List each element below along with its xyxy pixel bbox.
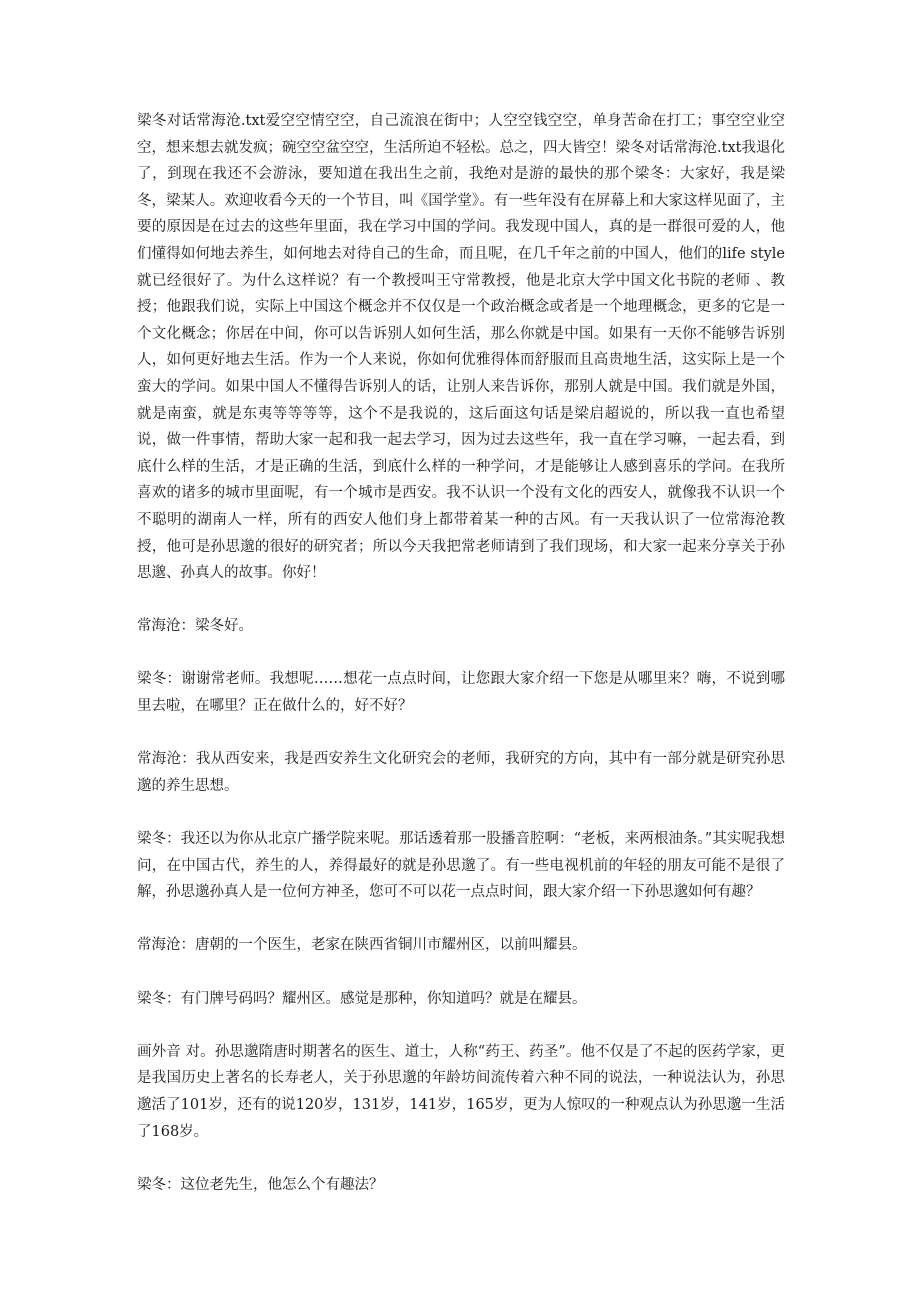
document-body — [137, 108, 785, 1225]
paragraph-dialogue: 常海沧：我从西安来，我是西安养生文化研究会的老师，我研究的方向，其中有一部分就是研究孙思邈的养生思想。 — [137, 751, 785, 794]
paragraph-dialogue: 常海沧：唐朝的一个医生，老家在陕西省铜川市耀州区，以前叫耀县。 — [137, 937, 587, 954]
paragraph-voiceover: 画外音 对。孙思邈隋唐时期著名的医生、道士，人称“药王、药圣”。他不仅是了不起的医药学家，更是我国历史上著名的长寿老人，关于孙思邈的年龄坊间流传着六种不同的说法，一种说法认为，孙思邈活了101岁，还有的说120岁，131岁，141岁，165岁，更为人惊叹的一种观点认为孙思邈一生活了168岁。 — [137, 1043, 785, 1140]
paragraph-dialogue: 常海沧：梁冬好。 — [137, 618, 253, 635]
paragraph-dialogue: 梁冬：这位老先生，他怎么个有趣法？ — [137, 1176, 384, 1193]
paragraph-intro: 梁冬对话常海沧.txt爱空空情空空，自己流浪在街中；人空空钱空空，单身苦命在打工；事空空业空空，想来想去就发疯；碗空空盆空空，生活所迫不轻松。总之，四大皆空！梁冬对话常海沧.txt我退化了，到现在我还不会游泳，要知道在我出生之前，我绝对是游的最快的那个梁冬：大家好，我是梁冬，梁某人。欢迎收看今天的一个节目，叫《国学堂》。有一些年没有在屏幕上和大家这样见面了，主要的原因是在过去的这些年里面，我在学习中国的学问。我发现中国人，真的是一群很可爱的人，他们懂得如何地去养生，如何地去对待自己的生命，而且呢，在几千年之前的中国人，他们的life style就已经很好了。为什么这样说？有一个教授叫王守常教授，他是北京大学中国文化书院的老师 、教授；他跟我们说，实际上中国这个概念并不仅仅是一个政治概念或者是一个地理概念，更多的它是一个文化概念；你居在中间，你可以告诉别人如何生活，那么你就是中国。如果有一天你不能够告诉别人，如何更好地去生活。作为一个人来说，你如何优雅得体而舒服而且高贵地生活，这实际上是一个蛮大的学问。如果中国人不懂得告诉别人的话，让别人来告诉你，那别人就是中国。我们就是外国，就是南蛮，就是东夷等等等等，这个不是我说的，这后面这句话是梁启超说的，所以我一直也希望说，做一件事情，帮助大家一起和我一起去学习，因为过去这些年，我一直在学习嘛，一起去看，到底什么样的生活，才是正确的生活，到底什么样的一种学问，才是能够让人感到喜乐的学问。在我所喜欢的诸多的城市里面呢，有一个城市是西安。我不认识一个没有文化的西安人，就像我不认识一个不聪明的湖南人一样，所有的西安人他们身上都带着某一种的古风。有一天我认识了一位常海沧教授，他可是孙思邈的很好的研究者；所以今天我把常老师请到了我们现场，和大家一起来分享关于孙思邈、孙真人的故事。你好！ — [137, 113, 785, 582]
paragraph-dialogue: 梁冬：有门牌号码吗？耀州区。感觉是那种，你知道吗？就是在耀县。 — [137, 990, 587, 1007]
paragraph-dialogue: 梁冬：谢谢常老师。我想呢……想花一点点时间，让您跟大家介绍一下您是从哪里来？嗨，不说到哪里去啦，在哪里？正在做什么的，好不好？ — [137, 671, 785, 715]
paragraph-dialogue: 梁冬：我还以为你从北京广播学院来呢。那话透着那一股播音腔啊：“老板，来两根油条。”其实呢我想问，在中国古代，养生的人，养得最好的就是孙思邈了。有一些电视机前的年轻的朋友可能不是很了解，孙思邈孙真人是一位何方神圣，您可不可以花一点点时间，跟大家介绍一下孙思邈如何有趣？ — [137, 831, 785, 901]
